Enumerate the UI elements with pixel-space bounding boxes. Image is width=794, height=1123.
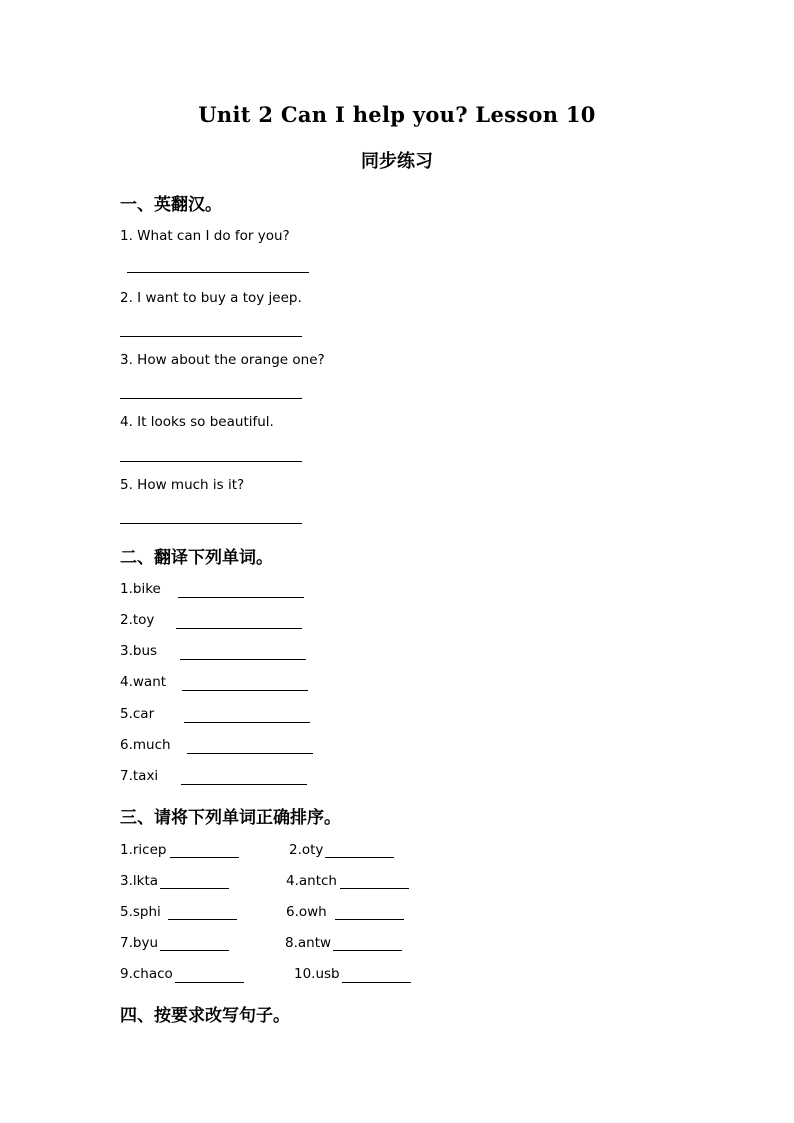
vocab-blank-5[interactable] <box>184 722 310 723</box>
vocab-word-3: 3.bus <box>120 643 158 659</box>
section-2-heading: 二、翻译下列单词。 <box>120 548 273 568</box>
scramble-blank-6[interactable] <box>335 919 404 920</box>
vocab-blank-1[interactable] <box>178 597 304 598</box>
scramble-blank-9[interactable] <box>175 982 244 983</box>
vocab-word-2: 2.toy <box>120 612 155 628</box>
page-title: Unit 2 Can I help you? Lesson 10 <box>198 102 596 127</box>
scramble-word-2: 2.oty <box>289 842 324 858</box>
section-1-heading: 一、英翻汉。 <box>120 195 222 215</box>
vocab-blank-7[interactable] <box>181 784 307 785</box>
vocab-word-6: 6.much <box>120 737 171 753</box>
scramble-blank-7[interactable] <box>160 950 229 951</box>
section-1-item-4: 4. It looks so beautiful. <box>120 414 274 430</box>
scramble-blank-2[interactable] <box>325 857 394 858</box>
answer-line-1[interactable] <box>127 272 309 273</box>
scramble-word-6: 6.owh <box>286 904 327 920</box>
scramble-word-8: 8.antw <box>285 935 332 951</box>
section-1-item-1: 1. What can I do for you? <box>120 228 290 244</box>
vocab-word-1: 1.bike <box>120 581 161 597</box>
scramble-blank-5[interactable] <box>168 919 237 920</box>
section-3-heading: 三、请将下列单词正确排序。 <box>120 808 341 828</box>
vocab-word-7: 7.taxi <box>120 768 159 784</box>
vocab-blank-2[interactable] <box>176 628 302 629</box>
section-1-item-3: 3. How about the orange one? <box>120 352 325 368</box>
answer-line-5[interactable] <box>120 523 302 524</box>
section-1-item-5: 5. How much is it? <box>120 477 245 493</box>
section-4-heading: 四、按要求改写句子。 <box>120 1006 290 1026</box>
section-1-item-2: 2. I want to buy a toy jeep. <box>120 290 302 306</box>
scramble-word-1: 1.ricep <box>120 842 167 858</box>
vocab-blank-3[interactable] <box>180 659 306 660</box>
answer-line-4[interactable] <box>120 461 302 462</box>
vocab-word-4: 4.want <box>120 674 167 690</box>
scramble-blank-1[interactable] <box>170 857 239 858</box>
vocab-blank-6[interactable] <box>187 753 313 754</box>
answer-line-3[interactable] <box>120 398 302 399</box>
page-subtitle: 同步练习 <box>361 151 433 172</box>
scramble-word-5: 5.sphi <box>120 904 161 920</box>
scramble-word-3: 3.lkta <box>120 873 159 889</box>
vocab-blank-4[interactable] <box>182 690 308 691</box>
scramble-blank-8[interactable] <box>333 950 402 951</box>
scramble-word-9: 9.chaco <box>120 966 173 982</box>
scramble-blank-3[interactable] <box>160 888 229 889</box>
scramble-blank-10[interactable] <box>342 982 411 983</box>
scramble-word-7: 7.byu <box>120 935 158 951</box>
answer-line-2[interactable] <box>120 336 302 337</box>
vocab-word-5: 5.car <box>120 706 155 722</box>
scramble-word-4: 4.antch <box>286 873 337 889</box>
scramble-blank-4[interactable] <box>340 888 409 889</box>
scramble-word-10: 10.usb <box>294 966 340 982</box>
